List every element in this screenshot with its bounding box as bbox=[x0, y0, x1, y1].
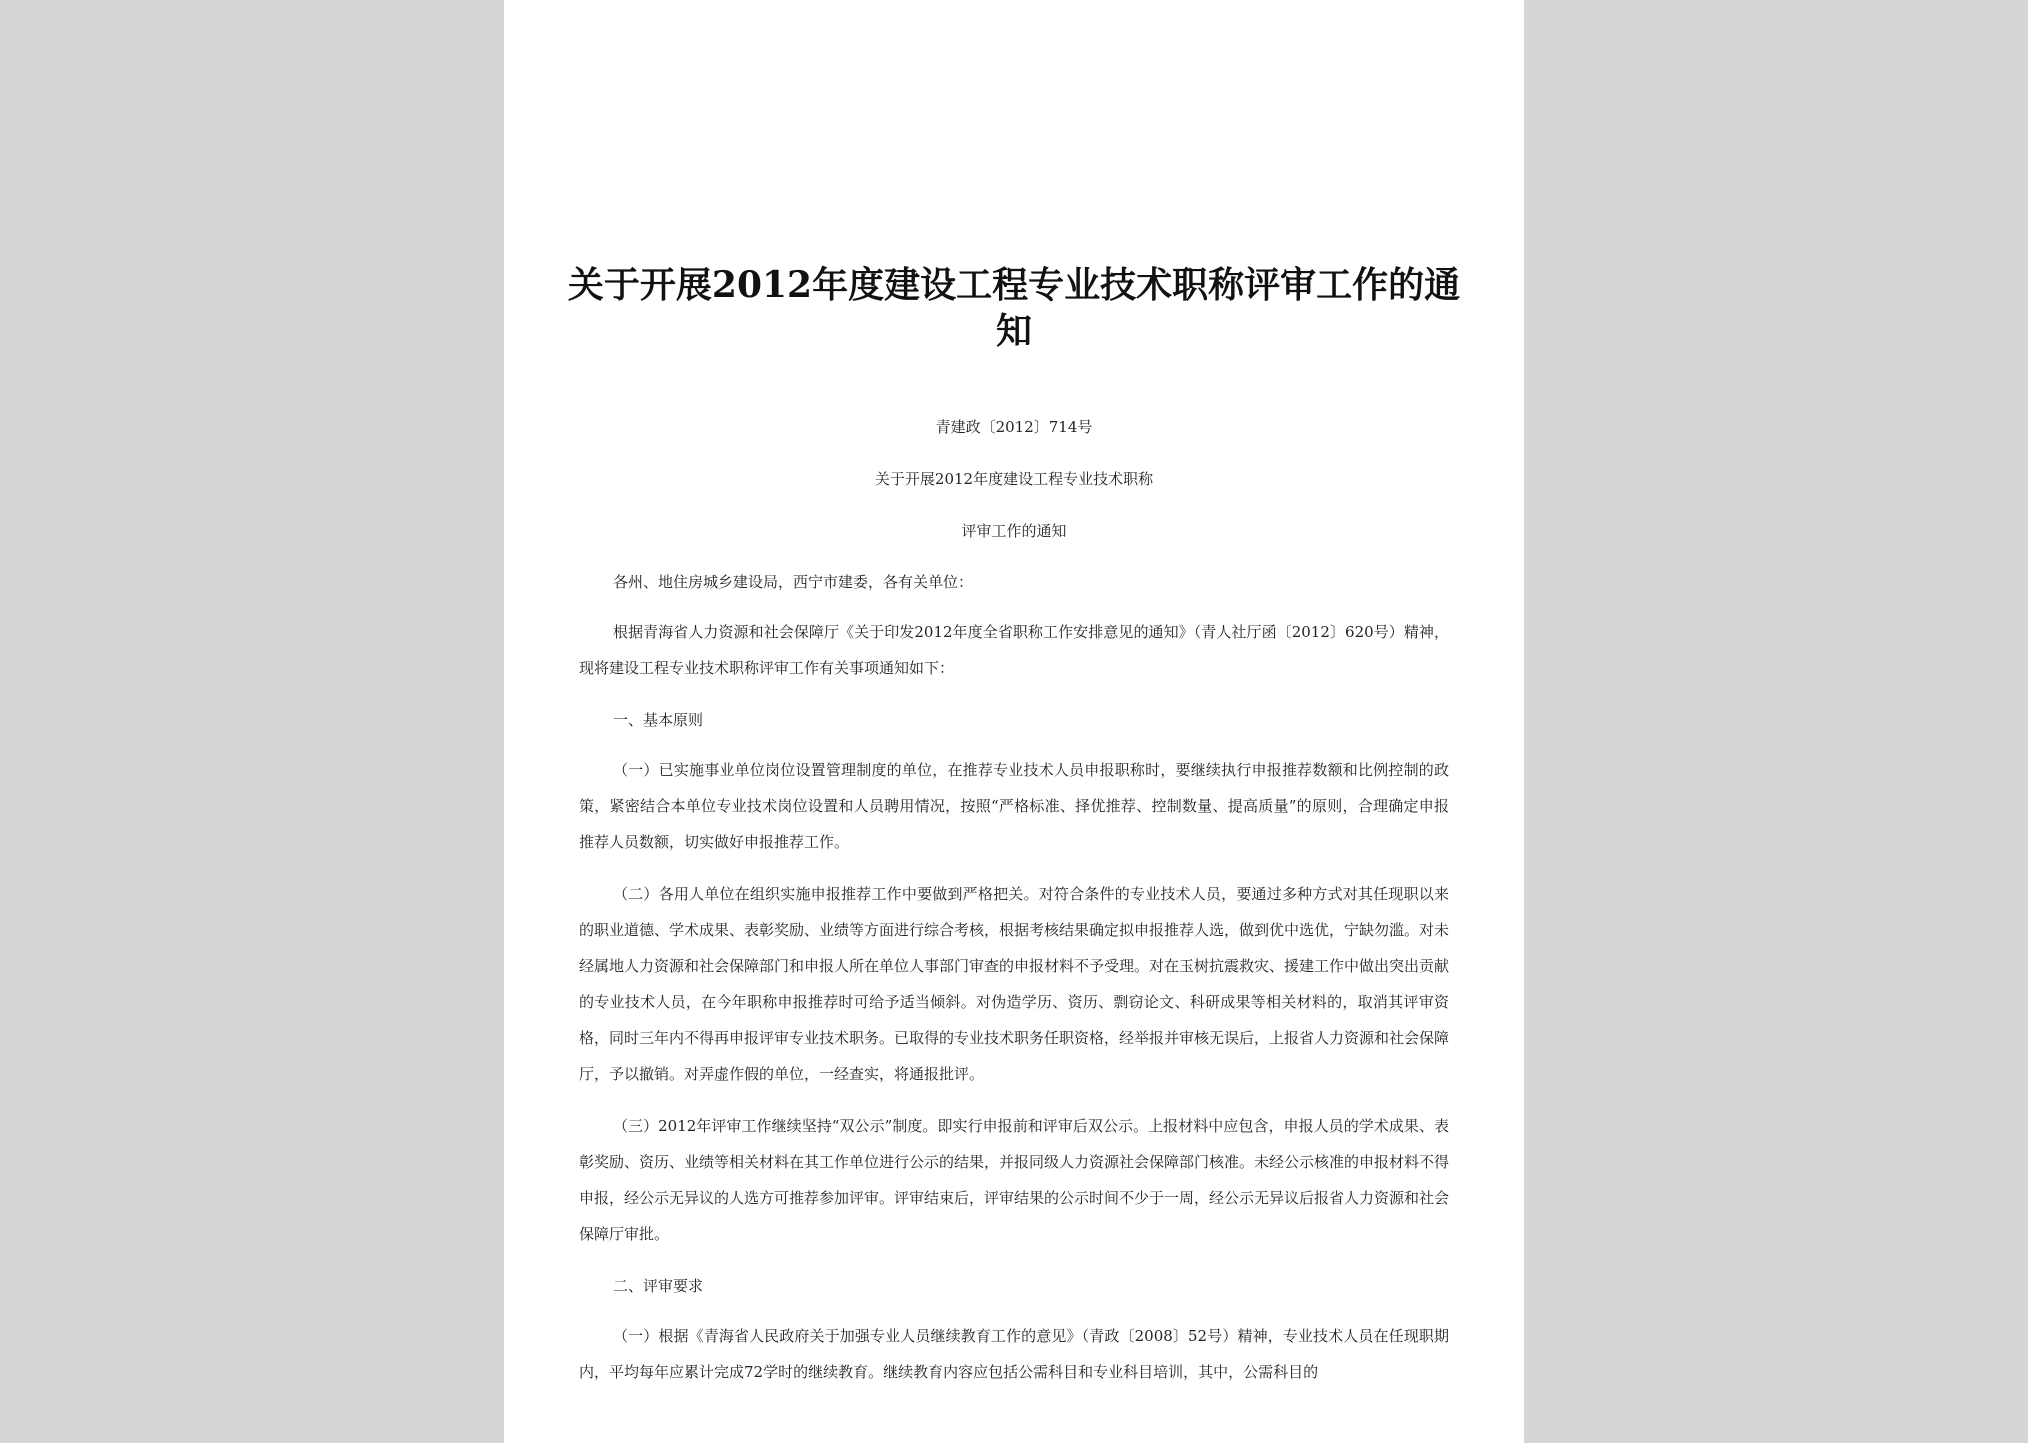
clause-1-3: （三）2012年评审工作继续坚持“双公示”制度。即实行申报前和评审后双公示。上报材料中应包含，申报人员的学术成果、表彰奖励、资历、业绩等相关材料在其工作单位进行公示的结果，并报同级人力资源社会保障部门核准。未经公示核准的申报材料不得申报，经公示无异议的人选方可推荐参加评审。评审结束后，评审结果的公示时间不少于一周，经公示无异议后报省人力资源和社会保障厅审批。 bbox=[579, 1117, 1450, 1243]
document-body bbox=[579, 564, 1449, 1406]
subtitle-line-1: 关于开展2012年度建设工程专业技术职称 bbox=[874, 470, 1154, 488]
clause-1-2: （二）各用人单位在组织实施申报推荐工作中要做到严格把关。对符合条件的专业技术人员，要通过多种方式对其任现职以来的职业道德、学术成果、表彰奖励、业绩等方面进行综合考核，根据考核结果确定拟申报推荐人选，做到优中选优，宁缺勿滥。对未经属地人力资源和社会保障部门和申报人所在单位人事部门审查的申报材料不予受理。对在玉树抗震救灾、援建工作中做出突出贡献的专业技术人员，在今年职称申报推荐时可给予适当倾斜。对伪造学历、资历、剽窃论文、科研成果等相关材料的，取消其评审资格，同时三年内不得再申报评审专业技术职务。已取得的专业技术职务任职资格，经举报并审核无误后，上报省人力资源和社会保障厅，予以撤销。对弄虚作假的单位，一经查实，将通报批评。 bbox=[579, 885, 1450, 1083]
section-heading-2: 二、评审要求 bbox=[613, 1277, 704, 1295]
document-title: 关于开展2012年度建设工程专业技术职称评审工作的通知 bbox=[567, 264, 1461, 352]
document-number: 青建政〔2012〕714号 bbox=[935, 418, 1093, 436]
document-page bbox=[504, 0, 1524, 1443]
section-heading-1: 一、基本原则 bbox=[613, 711, 704, 729]
intro-paragraph: 根据青海省人力资源和社会保障厅《关于印发2012年度全省职称工作安排意见的通知》（青人社厅函〔2012〕620号）精神，现将建设工程专业技术职称评审工作有关事项通知如下： bbox=[579, 623, 1449, 677]
clause-2-1: （一）根据《青海省人民政府关于加强专业人员继续教育工作的意见》（青政〔2008〕52号）精神，专业技术人员在任现职期内，平均每年应累计完成72学时的继续教育。继续教育内容应包括公需科目和专业科目培训，其中，公需科目的 bbox=[579, 1327, 1449, 1381]
subtitle-line-2: 评审工作的通知 bbox=[961, 522, 1067, 540]
clause-1-1: （一）已实施事业单位岗位设置管理制度的单位，在推荐专业技术人员申报职称时，要继续执行申报推荐数额和比例控制的政策，紧密结合本单位专业技术岗位设置和人员聘用情况，按照“严格标准、择优推荐、控制数量、提高质量”的原则，合理确定申报推荐人员数额，切实做好申报推荐工作。 bbox=[579, 761, 1449, 851]
salutation: 各州、地住房城乡建设局，西宁市建委，各有关单位： bbox=[613, 573, 974, 591]
